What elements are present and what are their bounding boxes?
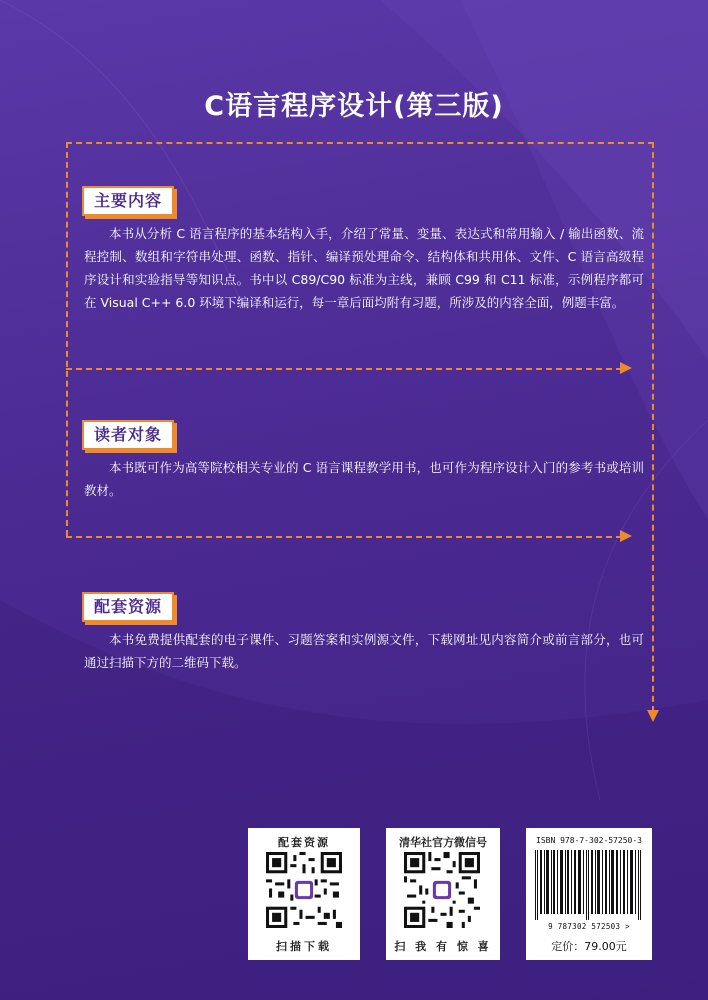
qr-card-footer: 扫描下载 <box>276 940 332 953</box>
qr-card-resources <box>248 828 360 960</box>
section-text-resources: 本书免费提供配套的电子课件、习题答案和实例源文件，下载网址见内容简介或前言部分，也可通过扫描下方的二维码下载。 <box>84 632 644 670</box>
arrow-right-icon <box>620 530 632 542</box>
qr-card-title: 清华社官方微信号 <box>399 836 487 849</box>
price-label: 定价：79.00元 <box>551 940 627 953</box>
section-text-readers: 本书既可作为高等院校相关专业的 C 语言课程教学用书，也可作为程序设计入门的参考书或培训教材。 <box>84 460 644 498</box>
frame-top-line <box>66 142 654 144</box>
divider-line-1 <box>66 368 622 370</box>
section-text-main-content: 本书从分析 C 语言程序的基本结构入手，介绍了常量、变量、表达式和常用输入 / 输出函数、流程控制、数组和字符串处理、函数、指针、编译预处理命令、结构体和共用体、文件、C 语言高级程序设计和实验指导等知识点。书中以 C89/C90 标准为主线，兼顾 C99 和 C11 标准，示例程序都可在 Visual C++ 6.0 环境下编译和运行，每一章后面均附有习题，所涉及的内容全面，例题丰富。 <box>84 226 644 310</box>
book-title: C语言程序设计(第三版) <box>204 91 504 122</box>
section-label-main-content: 主要内容 <box>82 186 174 216</box>
qr-card-footer: 扫 我 有 惊 喜 <box>394 940 492 953</box>
qr-card-title: 配套资源 <box>278 836 330 849</box>
qr-code-icon[interactable] <box>404 852 480 928</box>
arrow-down-icon <box>647 710 659 722</box>
divider-line-2 <box>66 536 622 538</box>
barcode-digits: 9 787302 572503 > <box>548 922 630 931</box>
frame-left-line <box>66 142 68 536</box>
isbn-text: ISBN 978-7-302-57250-3 <box>536 836 642 845</box>
arrow-right-icon <box>620 362 632 374</box>
qr-card-wechat <box>386 828 500 960</box>
qr-code-icon[interactable] <box>266 852 342 928</box>
barcode-icon <box>535 850 643 920</box>
frame-right-line <box>652 142 654 712</box>
section-label-readers: 读者对象 <box>82 420 174 450</box>
section-label-resources: 配套资源 <box>82 592 174 622</box>
isbn-barcode-card <box>526 828 652 960</box>
